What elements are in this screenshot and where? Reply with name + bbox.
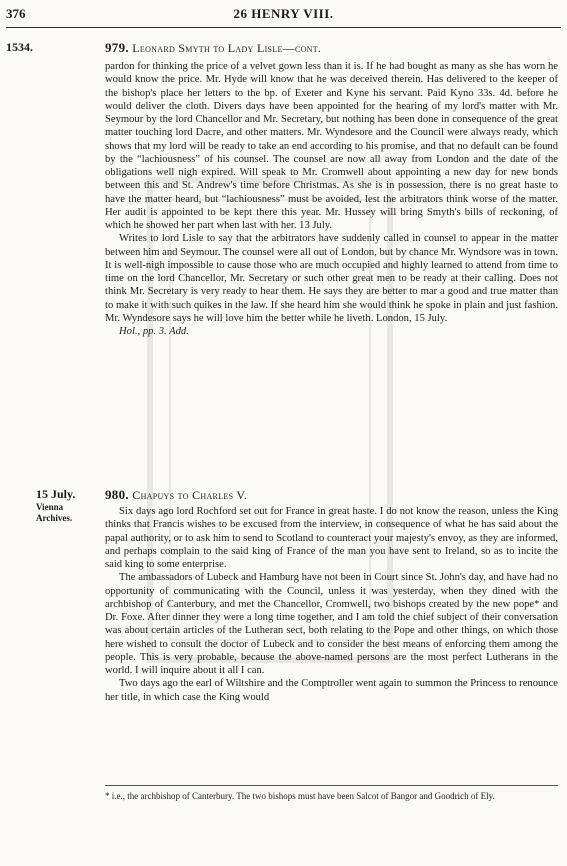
entry-979-number: 979. <box>105 40 129 55</box>
entry-980-date: 15 July. <box>36 487 76 501</box>
entry-980-body <box>105 505 558 704</box>
entry-980-side-note: Vienna Archives. <box>36 502 73 523</box>
footnote: * i.e., the archbishop of Canterbury. The two bishops must have been Salcot of Bangor and Goodrich of Ely. <box>105 791 495 801</box>
entry-980-title: Chapuys to Charles V. <box>132 488 248 502</box>
entry-980-paragraph: Two days ago the earl of Wiltshire and the Comptroller went again to summon the Princess to renounce her title, in which case the King would <box>105 678 558 703</box>
entry-980-heading <box>105 487 247 503</box>
entry-980-number: 980. <box>105 487 129 502</box>
entry-979-paragraph: pardon for thinking the price of a velvet gown less than it is. If he had bought as many as she has worn he would know the price. Mr. Hyde will know that he was deceived therein. Has delivered to the keeper of the bishop's place her letters to the bp. of Exeter and Kyne his servant. Paid Kyno 33s. 4d. before he would deliver the cloth. Divers days have been appointed for the hearing of my lord's matter with Mr. Seymour by the lord Chancellor and Mr. Secretary, but nothing has been done in consequence of the great matter touching lord Dacre, and other matters. Mr. Wyndesore and the Council were always ready, which shows that my lord will be ready to take an end according to his promise, and that no default can be found by the “lachiousness” of his counsel. The counsel are now all away from London and the date of the obligations well nigh expired. Will speak to Mr. Cromwell about appointing a new day for new bonds between this and St. Andrew's time before Christmas. As she is in possession, there is no great haste to have the matter heard, but “lachiousness” must be avoided, lest the arbitrators think worse of the matter. Her audit is appointed to be kept there this year. Mr. Hussey will bring Smyth's bills of reckoning, of which he showed her part when last with her. 13 July. <box>105 61 558 231</box>
entry-980-paragraph: Six days ago lord Rochford set out for France in great haste. I do not know the reason, unless the King thinks that Francis wishes to be excused from the interview, in consequence of what he has said about the papal authority, or to ask him to send to Scotland to counteract your majesty's envoy, as they are informed, and perhaps complain to the said king of France of the man you have sent to Ireland, so as to incite the said king to some enterprise. <box>105 506 558 570</box>
entry-980-paragraph: The ambassadors of Lubeck and Hamburg have not been in Court since St. John's day, and have had no opportunity of communicating with the Council, unless it was yesterday, when they dined with the archbishop of Canterbury, and met the Chancellor, Cromwell, two bishops created by the new pope* and Dr. Foxe. After dinner they were a long time together, and I am told the chief subject of their conversation was about certain articles of the Lutheran sect, both relating to the Pope and other things, on which those here wished to consult the doctor of Lubeck and to consider the best means of enforcing them among the people. This is very probable, because the above-named persons are the most perfect Lutherans in the world. I will inquire about it all I can. <box>105 572 558 676</box>
entry-979-source-note: Hol., pp. 3. Add. <box>119 326 189 337</box>
page-number: 376 <box>6 6 26 21</box>
footnote-rule <box>105 785 558 786</box>
entry-979-paragraph: Writes to lord Lisle to say that the arbitrators have suddenly called in counsel to appear in the matter between him and Seymour. The counsel were all out of London, but by chance Mr. Wyndsore was in town. It is well-nigh impossible to cause those who are much occupied and highly learned to attend from time to time on the lord Chancellor, Mr. Secretary or such other great men to be ready at their calling. Does not think Mr. Secretary is very ready to hear them. He says they are better to mar a good and true matter than to make it with such quikes in the law. If she heard him she would think he spoke in plain and just fashion. Mr. Wyndesore says he will love him the better while he liveth. London, 15 July. <box>105 233 558 324</box>
entry-979-heading <box>105 40 321 56</box>
year-marker: 1534. <box>6 40 33 54</box>
page-header <box>6 6 561 28</box>
entry-979-title: Leonard Smyth to Lady Lisle—cont. <box>132 41 322 55</box>
entry-979-body <box>105 60 558 338</box>
running-title: 26 HENRY VIII. <box>233 6 334 21</box>
header-rule <box>6 27 561 28</box>
